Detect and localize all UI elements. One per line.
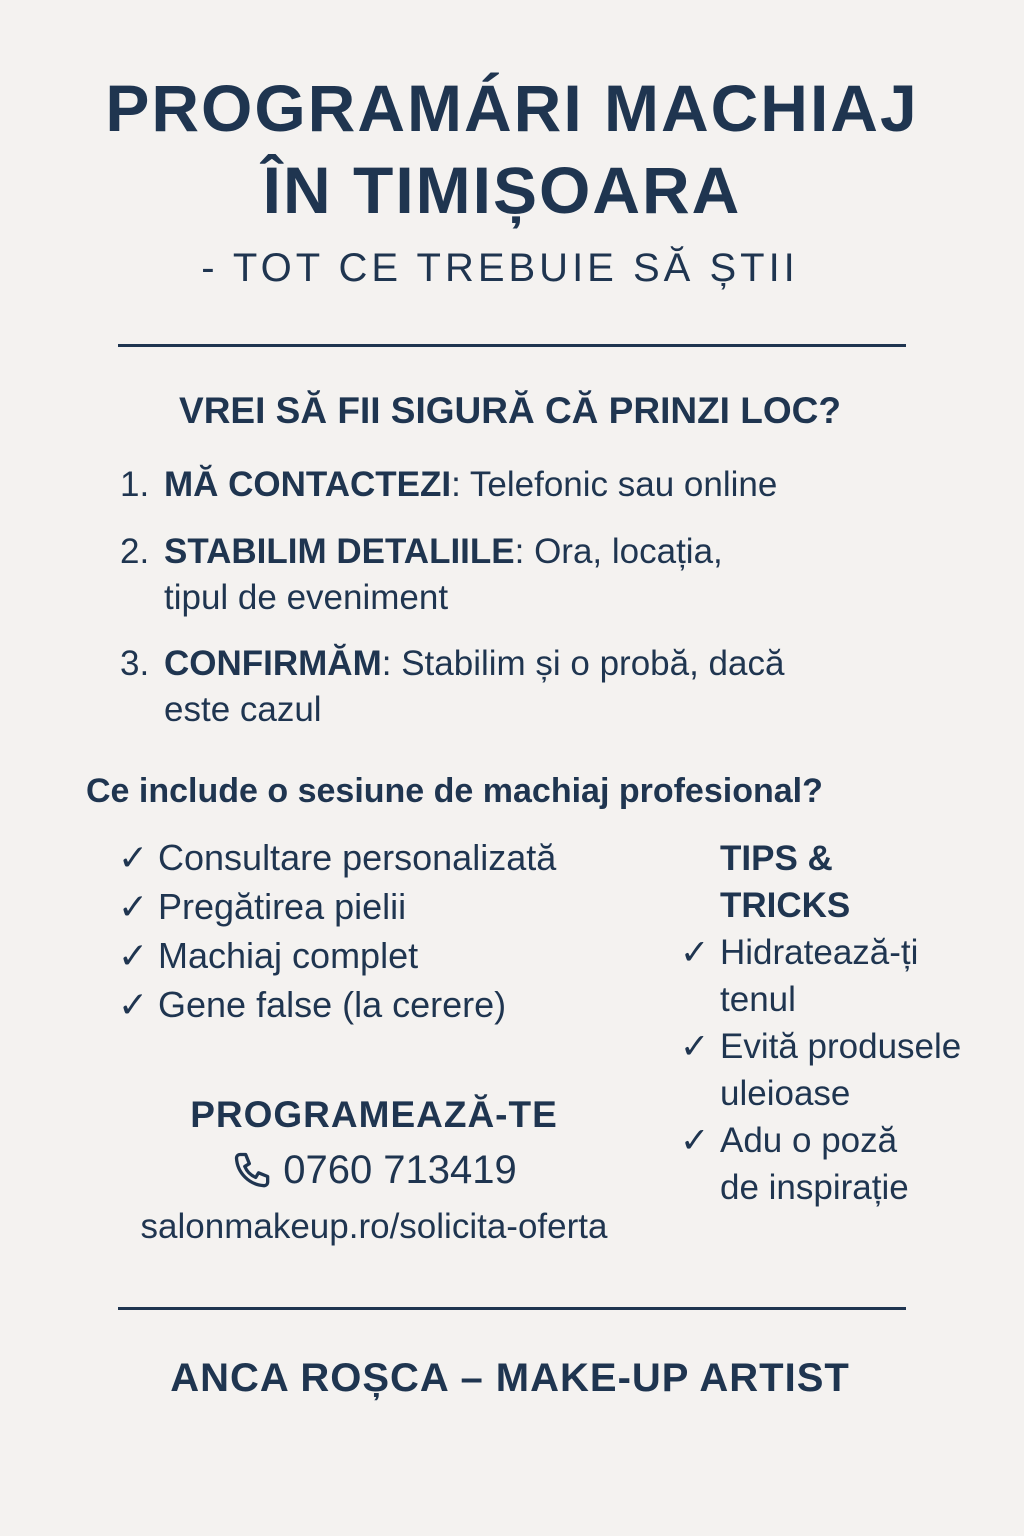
step-text-cont: tipul de eveniment xyxy=(164,578,449,617)
check-icon: ✓ xyxy=(680,933,710,972)
divider-bottom xyxy=(118,1307,906,1310)
list-item xyxy=(118,931,556,980)
step-text: : Ora, locația, xyxy=(514,532,723,571)
list-item xyxy=(118,833,556,882)
tip-text-cont: tenul xyxy=(720,980,796,1019)
step-item-2 xyxy=(120,529,940,621)
tip-text: Evită produsele xyxy=(720,1027,962,1066)
tip-item xyxy=(680,1023,1010,1117)
check-icon: ✓ xyxy=(118,935,149,976)
tip-item xyxy=(680,1117,1010,1211)
check-icon: ✓ xyxy=(680,1121,710,1160)
step-text: : Telefonic sau online xyxy=(451,465,778,504)
tip-text-cont: de inspirație xyxy=(720,1168,909,1207)
step-text-cont: este cazul xyxy=(164,690,322,729)
check-icon: ✓ xyxy=(680,1027,710,1066)
tip-item xyxy=(680,929,1010,1023)
step-text: : Stabilim și o probă, dacă xyxy=(381,644,785,683)
includes-list xyxy=(118,833,556,1029)
tip-text: Hidratează-ți xyxy=(720,933,919,972)
item-text: Consultare personalizată xyxy=(158,837,557,878)
tip-text-cont: uleioase xyxy=(720,1074,851,1113)
tips-section xyxy=(680,835,1010,1211)
footer-signature: ANCA ROȘCA – MAKE-UP ARTIST xyxy=(170,1356,850,1400)
check-icon: ✓ xyxy=(118,886,149,927)
list-item xyxy=(118,882,556,931)
step-item-3 xyxy=(120,641,940,733)
phone-row[interactable] xyxy=(94,1148,654,1193)
item-text: Gene false (la cerere) xyxy=(158,984,507,1025)
tip-text: Adu o poză xyxy=(720,1121,898,1160)
contact-heading: PROGRAMEAZĂ-TE xyxy=(190,1094,558,1135)
step-number: 3. xyxy=(120,644,150,683)
contact-section xyxy=(94,1094,654,1247)
list-item xyxy=(118,980,556,1029)
step-label: STABILIM DETALIILE xyxy=(164,532,515,571)
subtitle: - TOT CE TREBUIE SĂ ȘTII xyxy=(201,246,799,290)
item-text: Pregătirea pielii xyxy=(158,886,407,927)
check-icon: ✓ xyxy=(118,984,149,1025)
website-link[interactable]: salonmakeup.ro/solicita-oferta xyxy=(140,1207,608,1246)
tips-heading-1: TIPS & xyxy=(720,839,833,878)
phone-icon xyxy=(231,1149,275,1193)
divider-top xyxy=(118,344,906,347)
step-item-1 xyxy=(120,462,940,508)
title-line-1: PROGRAMÁRI MACHIAJ xyxy=(105,71,919,145)
includes-heading: Ce include o sesiune de machiaj profesional? xyxy=(86,772,823,810)
step-number: 2. xyxy=(120,532,150,571)
step-label: CONFIRMĂM xyxy=(164,644,382,683)
title-line-2: ÎN TIMIȘOARA xyxy=(262,153,742,227)
step-number: 1. xyxy=(120,465,150,504)
check-icon: ✓ xyxy=(118,837,149,878)
phone-number[interactable]: 0760 713419 xyxy=(283,1148,517,1192)
tips-heading-2: TRICKS xyxy=(720,886,851,925)
item-text: Machiaj complet xyxy=(158,935,419,976)
steps-heading: VREI SĂ FII SIGURĂ CĂ PRINZI LOC? xyxy=(179,390,841,431)
step-label: MĂ CONTACTEZI xyxy=(164,465,452,504)
